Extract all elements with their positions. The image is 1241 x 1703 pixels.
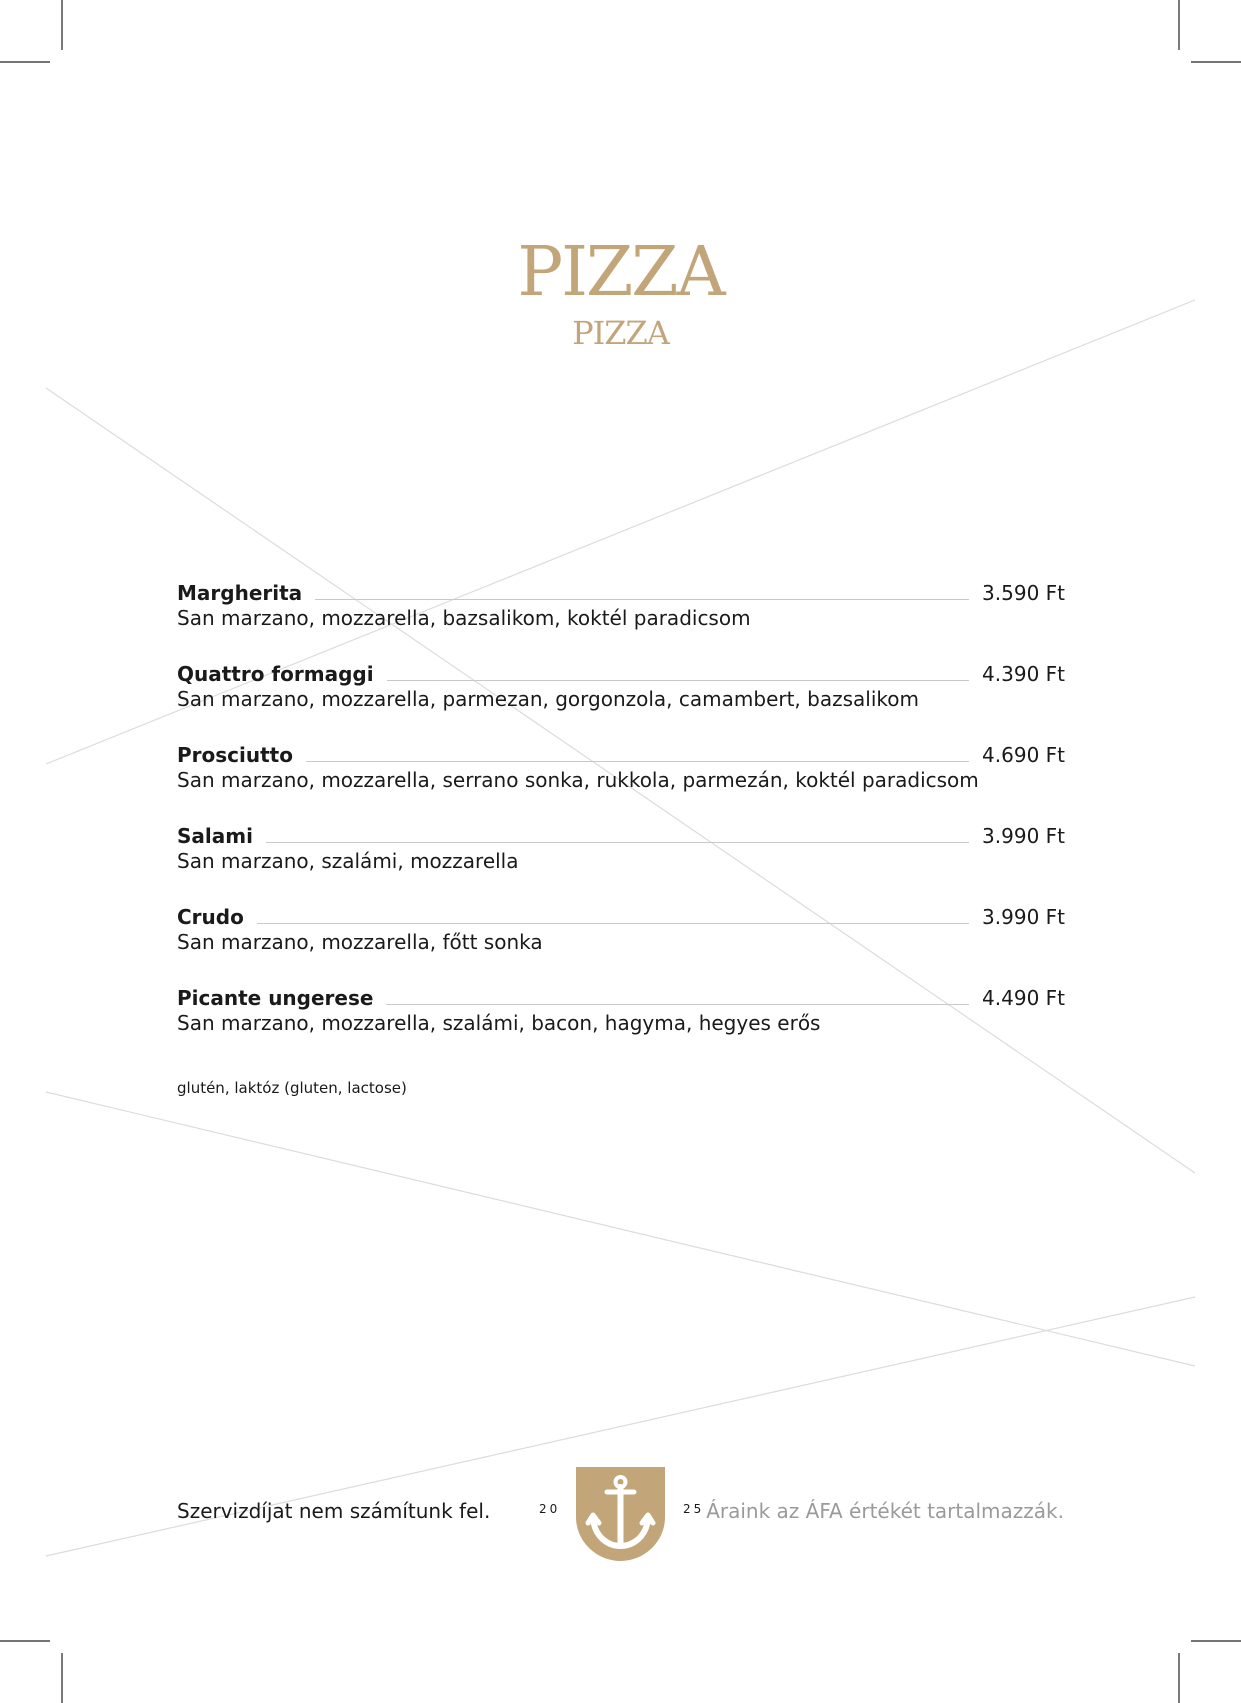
item-name: Quattro formaggi <box>177 662 374 686</box>
menu-item <box>177 661 1065 742</box>
item-description: San marzano, mozzarella, főtt sonka <box>177 930 543 954</box>
item-price: 4.390 Ft <box>982 662 1065 686</box>
item-price: 4.490 Ft <box>982 986 1065 1010</box>
dot-leader <box>386 985 969 1005</box>
menu-item <box>177 823 1065 904</box>
item-description: San marzano, mozzarella, serrano sonka, rukkola, parmezán, koktél paradicsom <box>177 768 979 792</box>
item-description: San marzano, szalámi, mozzarella <box>177 849 519 873</box>
allergen-note: glutén, laktóz (gluten, lactose) <box>177 1079 407 1097</box>
item-price: 4.690 Ft <box>982 743 1065 767</box>
item-name: Salami <box>177 824 253 848</box>
dot-leader <box>315 580 969 600</box>
item-price: 3.990 Ft <box>982 905 1065 929</box>
menu-item <box>177 742 1065 823</box>
menu-list <box>177 580 1065 1066</box>
item-name: Margherita <box>177 581 303 605</box>
year-left: 20 <box>539 1502 561 1516</box>
page-title: PIZZA <box>517 233 724 312</box>
year-right: 25 <box>683 1502 705 1516</box>
menu-item <box>177 904 1065 985</box>
item-price: 3.590 Ft <box>982 581 1065 605</box>
menu-item <box>177 580 1065 661</box>
dot-leader <box>306 742 969 762</box>
menu-item <box>177 985 1065 1066</box>
item-description: San marzano, mozzarella, szalámi, bacon, hagyma, hegyes erős <box>177 1011 821 1035</box>
dot-leader <box>387 661 969 681</box>
vat-note: Áraink az ÁFA értékét tartalmazzák. <box>706 1499 1064 1523</box>
service-charge-note: Szervizdíjat nem számítunk fel. <box>177 1499 491 1523</box>
page-subtitle: PIZZA <box>572 314 669 352</box>
item-description: San marzano, mozzarella, bazsalikom, koktél paradicsom <box>177 606 751 630</box>
dot-leader <box>257 904 969 924</box>
item-name: Picante ungerese <box>177 986 374 1010</box>
item-name: Prosciutto <box>177 743 293 767</box>
item-description: San marzano, mozzarella, parmezan, gorgonzola, camambert, bazsalikom <box>177 687 919 711</box>
anchor-shield-icon <box>576 1467 665 1561</box>
item-name: Crudo <box>177 905 244 929</box>
dot-leader <box>266 823 969 843</box>
item-price: 3.990 Ft <box>982 824 1065 848</box>
